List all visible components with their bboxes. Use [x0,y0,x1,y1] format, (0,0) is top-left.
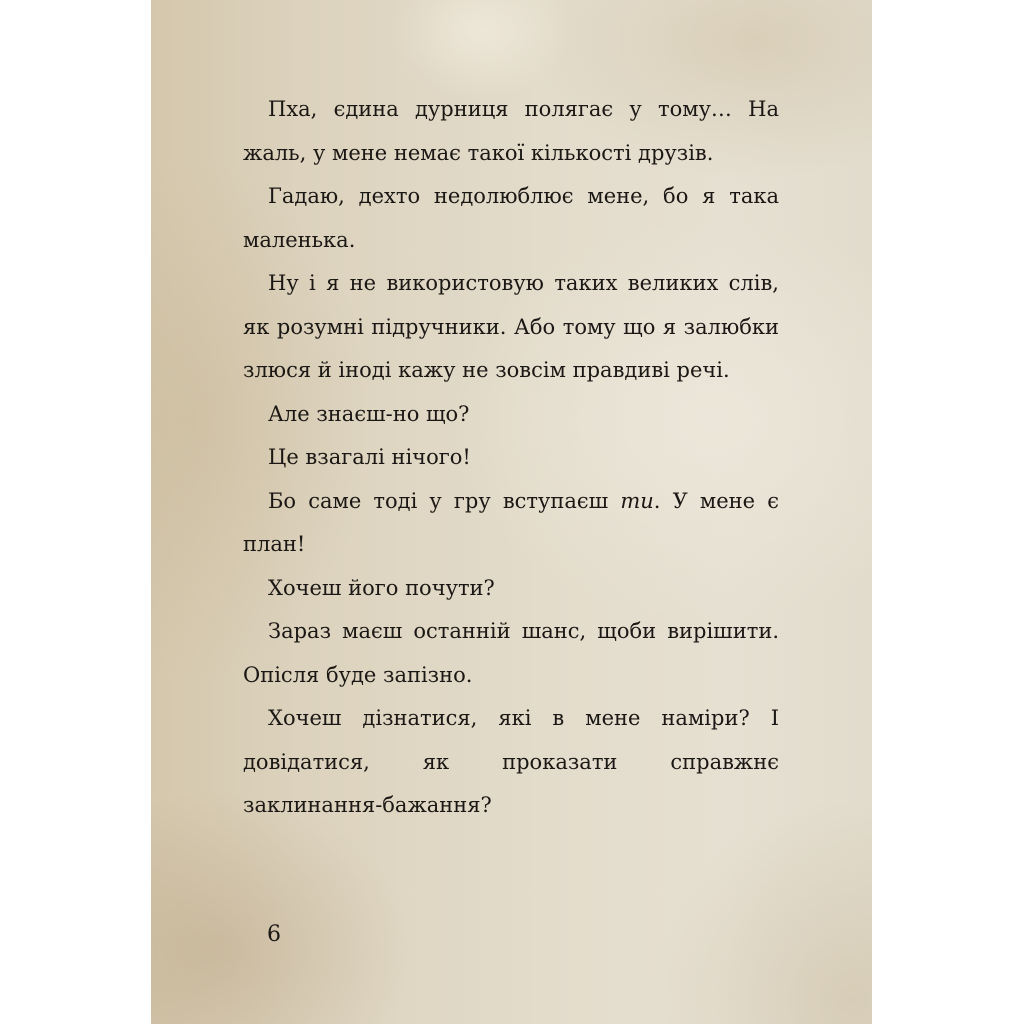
page-number: 6 [267,922,281,947]
emphasized-word: ти [620,488,654,513]
paragraph: Хочеш дізнатися, які в мене наміри? І довідатися, як проказати справжнє заклинання-бажання? [243,706,779,817]
paragraph: Пха, єдина дурниця полягає у тому… На жаль, у мене немає такої кількості друзів. [243,97,779,165]
paragraph-text-before: Бо саме тоді у гру вступаєш [268,488,621,513]
paragraph: Гадаю, дехто недолюблює мене, бо я така маленька. [243,184,779,252]
paragraph: Але знаєш-но що? [268,401,470,426]
paragraph: Ну і я не використовую таких великих слів, як розумні підручники. Або тому що я залюбки злюся й іноді кажу не зовсім правдиві речі. [243,271,779,382]
paragraph: Зараз маєш останній шанс, щоби вирішити. Опісля буде запізно. [243,619,779,687]
paragraph: Це взагалі нічого! [268,445,471,469]
book-page [151,0,872,1024]
paragraph-with-emphasis [243,480,779,567]
page-body-text [243,88,779,828]
paragraph: Хочеш його почути? [268,575,495,600]
paragraph-text-after: . У мене є план! [243,488,779,556]
